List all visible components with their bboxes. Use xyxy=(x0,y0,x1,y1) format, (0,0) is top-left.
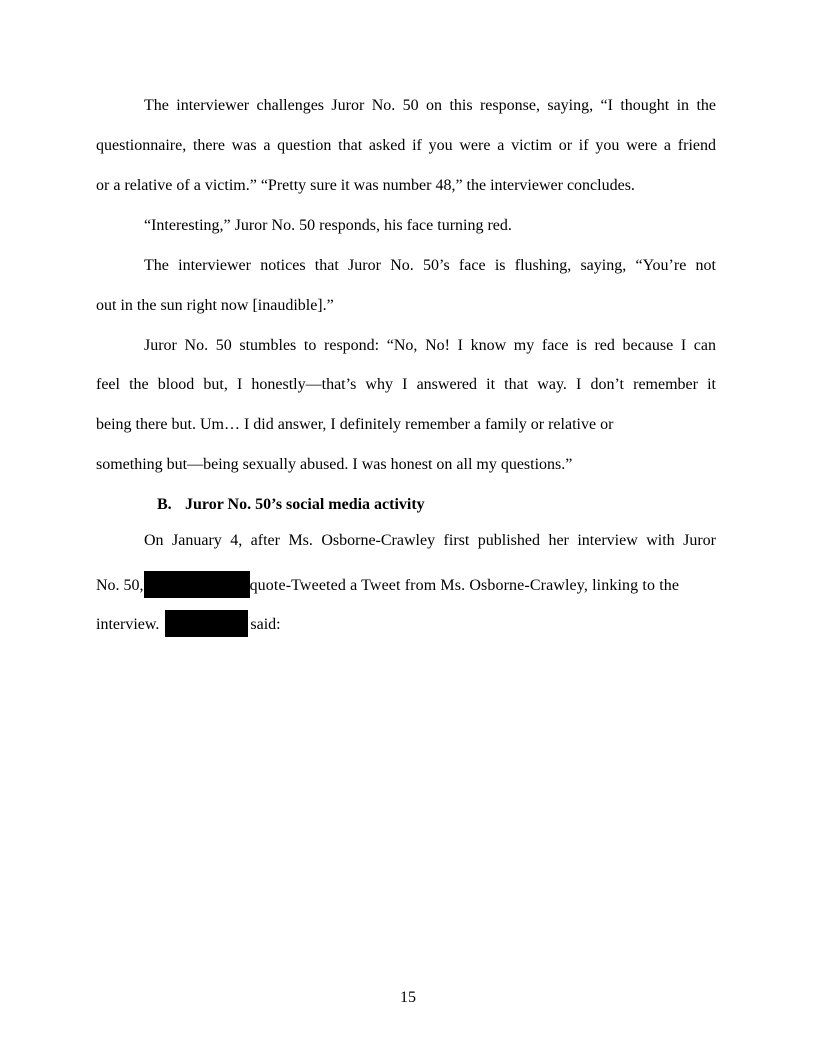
body-line: Juror No. 50 stumbles to respond: “No, No! I know my face is red because I can xyxy=(144,337,716,354)
body-line: or a relative of a victim.” “Pretty sure it was number 48,” the interviewer concludes. xyxy=(96,177,635,194)
body-line: The interviewer notices that Juror No. 50’s face is flushing, saying, “You’re not xyxy=(144,257,716,274)
body-line: feel the blood but, I honestly—that’s why I answered it that way. I don’t remember it xyxy=(96,376,716,393)
section-heading-number: B. xyxy=(157,496,172,513)
body-text: quote-Tweeted a Tweet from Ms. Osborne-Crawley, linking to the xyxy=(249,577,680,594)
redaction-box xyxy=(165,610,248,637)
body-text: said: xyxy=(250,616,281,633)
body-line: On January 4, after Ms. Osborne-Crawley first published her interview with Juror xyxy=(144,532,716,549)
redaction-box xyxy=(144,571,250,598)
body-line: out in the sun right now [inaudible].” xyxy=(96,297,334,314)
section-heading-text: Juror No. 50’s social media activity xyxy=(185,496,425,513)
body-line-with-redaction xyxy=(96,610,281,637)
body-line: “Interesting,” Juror No. 50 responds, his face turning red. xyxy=(144,217,512,234)
body-line: questionnaire, there was a question that asked if you were a victim or if you were a friend xyxy=(96,137,716,154)
body-text: interview. xyxy=(96,616,160,633)
body-line-with-redaction xyxy=(96,571,679,598)
section-heading xyxy=(157,495,425,515)
body-line: being there but. Um… I did answer, I definitely remember a family or relative or xyxy=(96,416,614,433)
body-line: something but—being sexually abused. I was honest on all my questions.” xyxy=(96,456,573,473)
body-text: No. 50, xyxy=(96,577,144,594)
body-line: The interviewer challenges Juror No. 50 on this response, saying, “I thought in the xyxy=(144,97,716,114)
page-number: 15 xyxy=(400,989,416,1006)
